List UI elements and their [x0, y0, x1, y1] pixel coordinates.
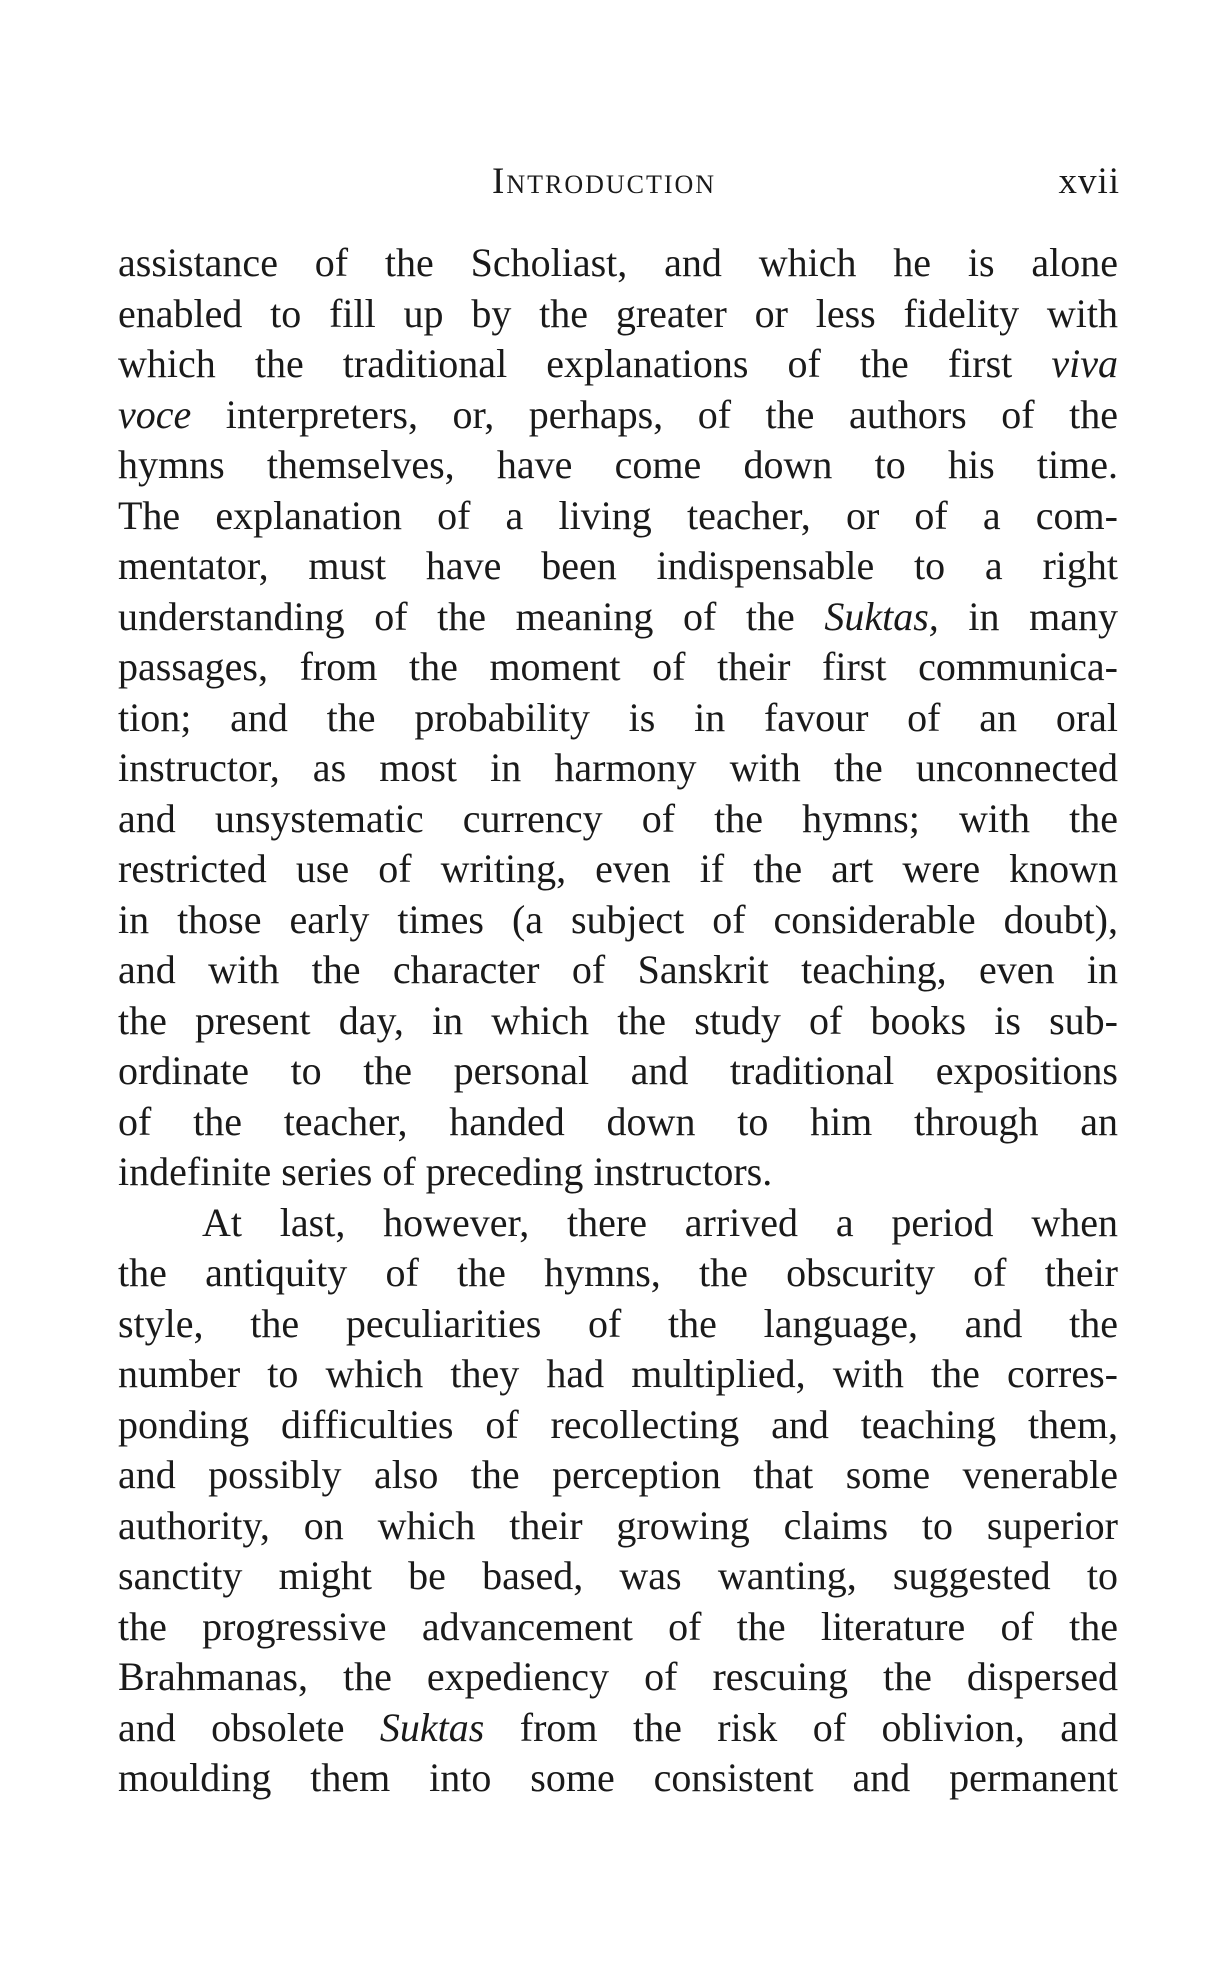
text-segment: The explanation of a living teacher, or of a com-	[118, 492, 1118, 538]
text-line	[118, 541, 1118, 592]
text-line	[118, 339, 1118, 390]
text-line	[118, 1147, 1118, 1198]
italic-term: Suktas,	[824, 593, 939, 639]
text-line	[118, 1097, 1118, 1148]
italic-term: voce	[118, 391, 192, 437]
text-line	[118, 844, 1118, 895]
text-line	[118, 1652, 1118, 1703]
text-line	[118, 592, 1118, 643]
text-segment: from the risk of oblivion, and	[484, 1704, 1118, 1750]
text-line	[118, 1450, 1118, 1501]
text-segment: At last, however, there arrived a period when	[202, 1199, 1118, 1245]
text-segment: restricted use of writing, even if the art were known	[118, 846, 1118, 891]
text-segment: interpreters, or, perhaps, of the authors of the	[191, 391, 1118, 437]
text-line	[118, 289, 1118, 340]
italic-term: Suktas	[379, 1704, 485, 1750]
text-line	[118, 440, 1118, 491]
text-segment: instructor, as most in harmony with the unconnected	[118, 745, 1118, 790]
running-head: Introduction	[492, 161, 717, 202]
text-line	[118, 1400, 1118, 1451]
text-line	[118, 642, 1118, 693]
text-line	[118, 1349, 1118, 1400]
text-segment: which the traditional explanations of the first	[118, 341, 1052, 386]
text-segment: in many	[938, 593, 1119, 639]
text-segment: the progressive advancement of the literature of the	[118, 1603, 1118, 1649]
text-segment: enabled to fill up by the greater or less fidelity with	[118, 290, 1118, 336]
text-line	[118, 1248, 1118, 1299]
text-segment: the present day, in which the study of books is sub-	[118, 997, 1118, 1043]
text-line	[118, 794, 1118, 845]
text-line	[118, 491, 1118, 542]
text-line	[118, 1299, 1118, 1350]
text-segment: moulding them into some consistent and permanent	[118, 1755, 1118, 1800]
text-segment: authority, on which their growing claims to superior	[118, 1502, 1118, 1548]
text-segment: tion; and the probability is in favour of an oral	[118, 694, 1118, 740]
text-segment: ponding difficulties of recollecting and teaching them,	[118, 1401, 1118, 1447]
text-line	[118, 996, 1118, 1047]
text-line	[118, 1046, 1118, 1097]
text-segment: passages, from the moment of their first communica-	[118, 644, 1118, 689]
text-line	[118, 238, 1118, 289]
text-line	[118, 1602, 1118, 1653]
text-segment: sanctity might be based, was wanting, suggested to	[118, 1553, 1118, 1598]
text-segment: assistance of the Scholiast, and which he is alone	[118, 240, 1118, 285]
text-segment: ordinate to the personal and traditional expositions	[118, 1048, 1118, 1093]
paragraph	[118, 238, 1118, 1198]
text-line	[118, 390, 1118, 441]
text-segment: and possibly also the perception that some venerable	[118, 1452, 1118, 1497]
text-line	[118, 945, 1118, 996]
page-header	[120, 160, 1120, 210]
text-segment: and unsystematic currency of the hymns; with the	[118, 795, 1118, 841]
page-number: xvii	[1058, 161, 1120, 202]
text-segment: number to which they had multiplied, with the corres-	[118, 1351, 1118, 1396]
text-segment: indefinite series of preceding instructors.	[118, 1149, 773, 1194]
italic-term: viva	[1051, 341, 1118, 386]
text-segment: and obsolete	[118, 1704, 380, 1750]
text-segment: in those early times (a subject of considerable doubt),	[118, 896, 1118, 942]
body-text	[118, 238, 1118, 1804]
text-line	[118, 1501, 1118, 1552]
text-segment: Brahmanas, the expediency of rescuing the dispersed	[118, 1654, 1118, 1699]
text-line	[118, 743, 1118, 794]
text-line	[118, 1551, 1118, 1602]
text-line	[118, 895, 1118, 946]
text-segment: the antiquity of the hymns, the obscurity of their	[118, 1250, 1118, 1295]
text-line	[118, 1198, 1118, 1249]
text-segment: style, the peculiarities of the language, and the	[118, 1300, 1118, 1346]
text-segment: hymns themselves, have come down to his time.	[118, 442, 1118, 487]
text-segment: of the teacher, handed down to him through an	[118, 1098, 1118, 1144]
text-line	[118, 1703, 1118, 1754]
text-segment: mentator, must have been indispensable to a right	[118, 543, 1118, 588]
text-segment: and with the character of Sanskrit teaching, even in	[118, 947, 1118, 992]
text-line	[118, 693, 1118, 744]
paragraph	[118, 1198, 1118, 1804]
text-line	[118, 1753, 1118, 1804]
text-segment: understanding of the meaning of the	[118, 593, 825, 639]
